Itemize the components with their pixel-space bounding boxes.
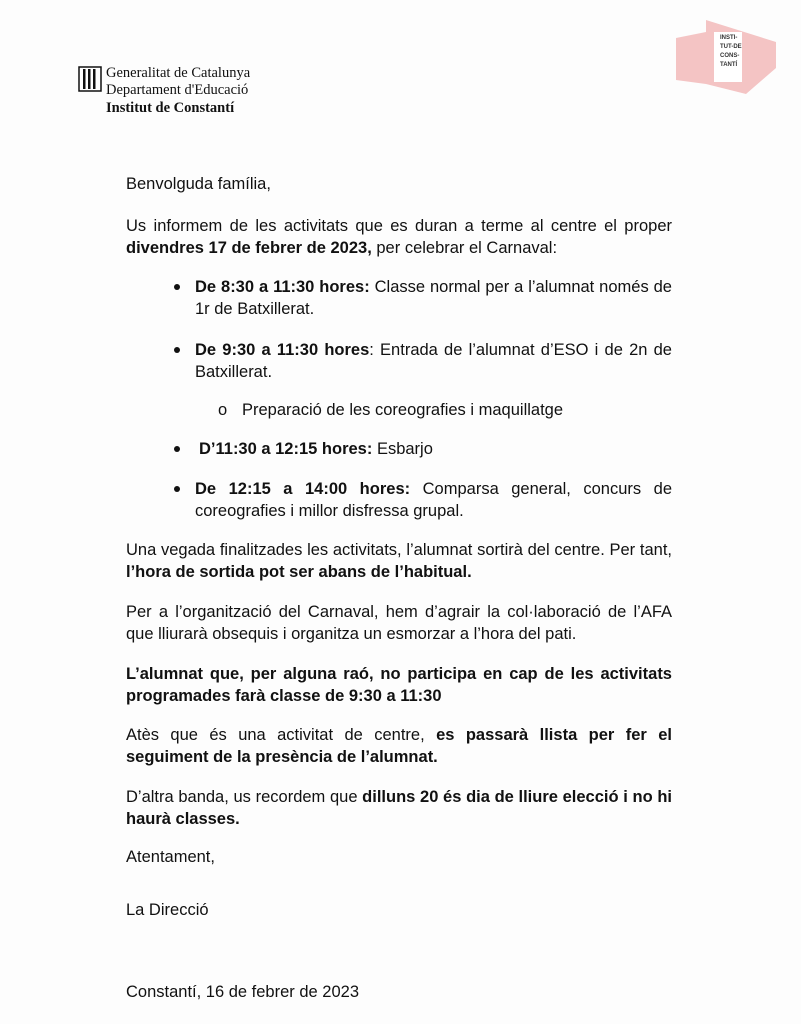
gov-line2: Departament d'Educació [106,82,249,98]
place-date: Constantí, 16 de febrer de 2023 [126,983,359,1001]
gov-line1: Generalitat de Catalunya [106,65,251,81]
paragraph-exit: Una vegada finalitzades les activitats, l’alumnat sortirà del centre. Per tant, l’hora de sortida pot ser abans de l’habitual. [126,541,672,581]
bullet-item: De 12:15 a 14:00 hores: Comparsa general, concurs de coreografies i millor disfressa grupal. [195,480,673,520]
paragraph-afa: Per a l’organització del Carnaval, hem d’agrair la col·laboració de l’AFA que lliurarà obsequis i organitza un esmorzar a l’hora del pati. [126,603,672,643]
bullet-icon [174,347,180,353]
bullet-item: De 9:30 a 11:30 hores: Entrada de l’alumnat d’ESO i de 2n de Batxillerat. [195,341,672,381]
school-logo [676,20,776,94]
sub-bullet-item: Preparació de les coreografies i maquillatge [242,401,564,419]
paragraph-attendance: Atès que és una activitat de centre, es passarà llista per fer el seguiment de la presència de l’alumnat. [126,726,672,766]
bullet-icon [174,284,180,290]
generalitat-emblem-icon [78,66,102,92]
intro-paragraph: Us informem de les activitats que es duran a terme al centre el proper divendres 17 de febrer de 2023, per celebrar el Carnaval: [126,217,672,257]
greeting: Benvolguda família, [126,175,271,193]
bullet-icon [174,486,180,492]
bullet-icon [174,446,180,452]
closing: Atentament, [126,848,215,866]
paragraph-non-participants: L’alumnat que, per alguna raó, no participa en cap de les activitats programades farà classe de 9:30 a 11:30 [126,665,672,705]
circle-bullet-icon: o [218,401,228,419]
logo-text: INSTI- TUT-DE CONS- TANTÍ [720,35,742,68]
bullet-item: D’11:30 a 12:15 hores: Esbarjo [199,440,433,458]
bullet-item: De 8:30 a 11:30 hores: Classe normal per a l’alumnat només de 1r de Batxillerat. [195,278,672,318]
signature: La Direcció [126,901,209,919]
paragraph-reminder: D’altra banda, us recordem que dilluns 20 és dia de lliure elecció i no hi haurà classes. [126,788,672,828]
school-name: Institut de Constantí [106,100,235,116]
